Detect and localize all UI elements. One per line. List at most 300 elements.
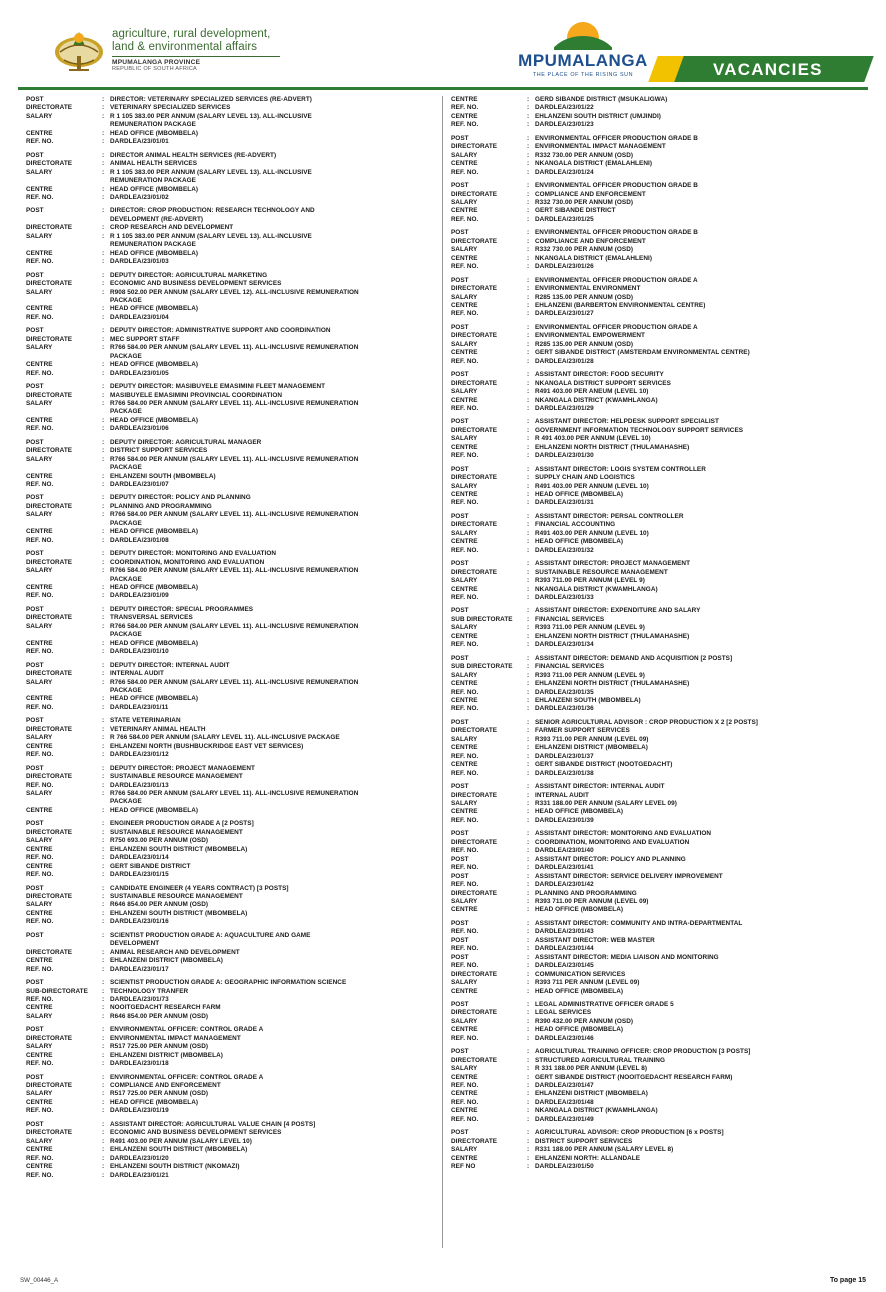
- vacancy-field-value: R766 584.00 PER ANNUM (SALARY LEVEL 11). ALL-INCLUSIVE REMUNERATION: [110, 344, 359, 352]
- vacancy-field-row: [451, 229, 860, 237]
- vacancy-field-label: CENTRE: [26, 472, 53, 480]
- vacancy-field-colon: :: [102, 129, 105, 137]
- vacancy-field-value: SUSTAINABLE RESOURCE MANAGEMENT: [110, 773, 243, 781]
- vacancy-field-colon: :: [527, 799, 530, 807]
- vacancy-field-label: REF. NO.: [451, 404, 479, 412]
- vacancy-field-colon: :: [527, 936, 530, 944]
- vacancy-field-value: DARDLEA/23/01/32: [535, 546, 594, 554]
- vacancy-field-colon: :: [527, 881, 530, 889]
- vacancy-field-value: GERD SIBANDE DISTRICT (MSUKALIGWA): [535, 96, 668, 103]
- department-country: REPUBLIC OF SOUTH AFRICA: [112, 66, 197, 73]
- vacancy-field-colon: :: [102, 837, 105, 845]
- vacancy-field-value: EHLANZENI NORTH DISTRICT (THULAMAHASHE): [535, 632, 690, 640]
- vacancy-field-label: POST: [26, 717, 44, 725]
- department-name-block: [112, 28, 280, 72]
- vacancy-field-label: SALARY: [451, 151, 478, 159]
- vacancy-listing: [18, 96, 868, 1248]
- vacancy-field-value: DARDLEA/23/01/15: [110, 871, 169, 879]
- vacancy-field-row: [26, 726, 434, 734]
- vacancy-field-label: POST: [26, 550, 44, 558]
- vacancy-field-value: REMUNERATION PACKAGE: [110, 241, 196, 249]
- vacancy-field-label: REF. NO.: [451, 752, 479, 760]
- vacancy-field-label: [26, 464, 102, 472]
- vacancy-field-colon: :: [102, 854, 105, 862]
- vacancy-field-value: DARDLEA/23/01/43: [535, 928, 594, 936]
- vacancy-field-label: SALARY: [451, 979, 478, 987]
- vacancy-field-row: [26, 314, 434, 322]
- vacancy-field-colon: :: [102, 1098, 105, 1106]
- vacancy-field-row: [26, 631, 434, 639]
- vacancy-field-colon: :: [102, 605, 105, 613]
- footer-code: SW_00446_A: [20, 1277, 59, 1284]
- vacancy-field-label: POST: [451, 607, 469, 615]
- vacancy-field-colon: :: [527, 357, 530, 365]
- vacancy-entry: [26, 494, 434, 545]
- vacancy-field-value: R393 711.00 PER ANNUM (LEVEL 9): [535, 671, 645, 679]
- vacancy-field-value: R766 584.00 PER ANNUM (SALARY LEVEL 11). ALL-INCLUSIVE REMUNERATION: [110, 399, 359, 407]
- vacancy-field-label: CENTRE: [26, 909, 53, 917]
- vacancy-field-colon: :: [102, 703, 105, 711]
- vacancy-field-label: POST: [451, 134, 469, 142]
- vacancy-field-value: ENVIRONMENTAL EMPOWERMENT: [535, 332, 646, 340]
- vacancy-field-value: FINANCIAL SERVICES: [535, 615, 605, 623]
- vacancy-field-label: REF. NO.: [26, 1171, 54, 1179]
- vacancy-field-colon: :: [102, 511, 105, 519]
- department-province: MPUMALANGA PROVINCE: [112, 58, 201, 66]
- vacancy-field-value: DARDLEA/23/01/41: [535, 864, 594, 872]
- vacancy-field-colon: :: [527, 928, 530, 936]
- vacancy-field-row: [451, 499, 860, 507]
- vacancy-field-value: SUPPLY CHAIN AND LOGISTICS: [535, 474, 635, 482]
- vacancy-field-row: [26, 829, 434, 837]
- vacancy-field-value: DARDLEA/23/01/13: [110, 781, 169, 789]
- vacancy-field-colon: :: [527, 594, 530, 602]
- vacancy-field-colon: :: [102, 1051, 105, 1059]
- vacancy-field-row: [26, 138, 434, 146]
- vacancy-field-label: POST: [26, 605, 44, 613]
- vacancy-field-colon: :: [527, 1082, 530, 1090]
- vacancy-field-colon: :: [527, 198, 530, 206]
- vacancy-field-label: [26, 177, 102, 185]
- vacancy-field-label: DIRECTORATE: [26, 1082, 73, 1090]
- vacancy-field-label: DIRECTORATE: [451, 791, 498, 799]
- vacancy-field-value: DARDLEA/23/01/44: [535, 945, 594, 953]
- vacancy-field-label: POST: [451, 229, 469, 237]
- vacancy-field-label: CENTRE: [26, 305, 53, 313]
- vacancy-field-value: R491 403.00 PER ANNUM (LEVEL 10): [535, 482, 649, 490]
- vacancy-field-value: EHLANZENI SOUTH DISTRICT (MBOMBELA): [110, 845, 248, 853]
- vacancy-field-colon: :: [527, 568, 530, 576]
- vacancy-field-row: [26, 751, 434, 759]
- vacancy-field-label: REF. NO.: [26, 781, 54, 789]
- vacancy-field-colon: :: [102, 138, 105, 146]
- vacancy-field-label: CENTRE: [26, 845, 53, 853]
- vacancy-field-row: [451, 971, 860, 979]
- vacancy-field-label: CENTRE: [451, 1154, 478, 1162]
- vacancy-entry: [451, 229, 860, 271]
- vacancy-field-label: CENTRE: [451, 96, 478, 103]
- vacancy-field-value: DARDLEA/23/01/27: [535, 310, 594, 318]
- vacancy-field-colon: :: [527, 96, 530, 103]
- vacancy-field-colon: :: [102, 931, 105, 939]
- vacancy-field-colon: :: [527, 512, 530, 520]
- vacancy-field-label: REF. NO.: [451, 499, 479, 507]
- mpumalanga-logo: [518, 20, 648, 78]
- vacancy-entry: [451, 324, 860, 366]
- vacancy-field-colon: :: [527, 323, 530, 331]
- vacancy-field-label: REF. NO.: [26, 995, 54, 1003]
- vacancy-field-colon: [102, 576, 110, 584]
- vacancy-field-value: INTERNAL AUDIT: [110, 670, 164, 678]
- vacancy-field-colon: :: [102, 288, 105, 296]
- vacancy-field-value: R332 730.00 PER ANNUM (OSD): [535, 198, 634, 206]
- vacancy-field-value: EHLANZENI NORTH DISTRICT (THULAMAHASHE): [535, 680, 690, 688]
- vacancy-field-colon: :: [102, 1129, 105, 1137]
- vacancy-field-label: POST: [26, 271, 44, 279]
- vacancy-field-row: [451, 538, 860, 546]
- vacancy-field-value: GERT SIBANDE DISTRICT: [535, 207, 616, 215]
- vacancy-field-label: SALARY: [451, 1146, 478, 1154]
- vacancy-field-colon: [102, 121, 110, 129]
- vacancy-field-value: PACKAGE: [110, 687, 142, 694]
- vacancy-field-row: [26, 782, 434, 790]
- vacancy-entry: [451, 135, 860, 177]
- vacancy-field-row: [451, 521, 860, 529]
- vacancy-field-label: REF. NO.: [26, 854, 54, 862]
- vacancy-field-row: [26, 918, 434, 926]
- vacancy-field-value: HEAD OFFICE (MBOMBELA): [110, 305, 199, 313]
- vacancy-field-colon: :: [527, 285, 530, 293]
- vacancy-field-value: R766 584.00 PER ANNUM (SALARY LEVEL 11). ALL-INCLUSIVE REMUNERATION: [110, 511, 359, 519]
- vacancy-field-row: [26, 996, 434, 1004]
- vacancy-field-row: [451, 547, 860, 555]
- vacancy-field-label: POST: [451, 1048, 469, 1056]
- vacancy-field-row: [26, 361, 434, 369]
- vacancy-field-colon: :: [527, 577, 530, 585]
- vacancy-field-label: SALARY: [26, 678, 53, 686]
- vacancy-field-colon: :: [102, 845, 105, 853]
- vacancy-entry: [26, 383, 434, 434]
- vacancy-entry: [26, 820, 434, 879]
- vacancy-field-row: [451, 1107, 860, 1115]
- vacancy-field-value: SUSTAINABLE RESOURCE MANAGEMENT: [535, 568, 668, 576]
- vacancy-field-label: REF. NO.: [451, 215, 479, 223]
- vacancy-field-colon: :: [102, 695, 105, 703]
- vacancy-field-colon: :: [102, 481, 105, 489]
- vacancy-field-row: [26, 648, 434, 656]
- vacancy-field-colon: :: [527, 945, 530, 953]
- vacancy-field-label: REF. NO.: [26, 1107, 54, 1115]
- vacancy-field-colon: :: [527, 246, 530, 254]
- vacancy-field-value: DARDLEA/23/01/48: [535, 1098, 594, 1106]
- vacancy-field-label: POST: [26, 1026, 44, 1034]
- vacancy-field-label: POST: [451, 830, 469, 838]
- vacancy-field-row: [451, 358, 860, 366]
- vacancy-field-label: REF. NO.: [451, 816, 479, 824]
- vacancy-field-row: [451, 945, 860, 953]
- vacancy-field-colon: :: [102, 614, 105, 622]
- vacancy-field-value: EHLANZENI SOUTH (MBOMBELA): [535, 697, 641, 704]
- vacancy-field-value: DARDLEA/23/01/02: [110, 193, 169, 201]
- vacancy-field-label: CENTRE: [451, 207, 478, 215]
- vacancy-field-value: R491 403.00 PER ANEUM (LEVEL 10): [535, 388, 649, 396]
- vacancy-field-label: SALARY: [26, 789, 53, 797]
- vacancy-field-value: PACKAGE: [110, 798, 142, 806]
- vacancy-field-label: POST: [26, 979, 44, 987]
- vacancy-field-row: [451, 238, 860, 246]
- vacancy-field-label: DIRECTORATE: [26, 1129, 73, 1137]
- vacancy-field-value: ASSISTANT DIRECTOR: PERSAL CONTROLLER: [535, 512, 684, 520]
- vacancy-field-colon: :: [102, 995, 105, 1003]
- vacancy-field-row: [26, 1121, 434, 1129]
- vacancy-field-value: DEVELOPMENT: [110, 940, 160, 948]
- vacancy-field-label: REF. NO.: [451, 1082, 479, 1090]
- vacancy-field-row: [451, 672, 860, 680]
- vacancy-field-row: [451, 680, 860, 688]
- vacancy-entry: [26, 96, 434, 147]
- vacancy-field-colon: :: [527, 864, 530, 872]
- vacancy-field-value: DEPUTY DIRECTOR: POLICY AND PLANNING: [110, 494, 251, 502]
- vacancy-field-row: [26, 1146, 434, 1154]
- vacancy-field-label: CENTRE: [451, 808, 478, 816]
- vacancy-field-value: R750 693.00 PER ANNUM (OSD): [110, 837, 209, 845]
- vacancy-field-row: [26, 837, 434, 845]
- vacancy-field-value: EHLANZENI SOUTH (MBOMBELA): [110, 472, 216, 480]
- vacancy-field-value: ANIMAL HEALTH SERVICES: [110, 160, 198, 168]
- vacancy-field-value: EHLANZENI SOUTH DISTRICT (NKOMAZI): [110, 1163, 240, 1171]
- vacancy-field-colon: :: [527, 654, 530, 662]
- vacancy-field-label: SALARY: [451, 340, 478, 348]
- vacancy-field-label: DIRECTORATE: [451, 970, 498, 978]
- vacancy-field-colon: :: [527, 897, 530, 905]
- vacancy-field-row: [26, 1107, 434, 1115]
- vacancy-field-row: [26, 194, 434, 202]
- vacancy-field-row: [26, 1129, 434, 1137]
- vacancy-field-value: ASSISTANT DIRECTOR: WEB MASTER: [535, 936, 655, 944]
- vacancy-field-value: R285 135.00 PER ANNUM (OSD): [535, 293, 634, 301]
- vacancy-field-value: ASSISTANT DIRECTOR: DEMAND AND ACQUISITION [2 POSTS]: [535, 654, 733, 662]
- vacancy-field-row: [451, 569, 860, 577]
- vacancy-field-row: [451, 474, 860, 482]
- vacancy-field-value: R766 584.00 PER ANNUM (SALARY LEVEL 11). ALL-INCLUSIVE REMUNERATION: [110, 622, 359, 630]
- vacancy-field-row: [451, 1146, 860, 1154]
- vacancy-field-row: [451, 641, 860, 649]
- vacancy-field-colon: :: [527, 906, 530, 914]
- vacancy-field-row: [26, 614, 434, 622]
- vacancy-field-label: REF. NO.: [451, 104, 479, 112]
- vacancy-entry: [451, 96, 860, 130]
- vacancy-field-row: [26, 1090, 434, 1098]
- vacancy-field-row: [451, 962, 860, 970]
- vacancy-field-colon: :: [527, 697, 530, 704]
- vacancy-field-value: DARDLEA/23/01/50: [535, 1163, 594, 1171]
- vacancy-field-colon: :: [527, 1073, 530, 1081]
- vacancy-field-colon: :: [527, 1017, 530, 1025]
- vacancy-entry: [451, 277, 860, 319]
- vacancy-field-label: REF. NO.: [451, 121, 479, 129]
- vacancy-field-colon: :: [102, 438, 105, 446]
- vacancy-field-label: CENTRE: [451, 396, 478, 404]
- vacancy-field-label: DIRECTORATE: [26, 1034, 73, 1042]
- vacancy-field-colon: [102, 520, 110, 528]
- vacancy-field-colon: :: [527, 112, 530, 120]
- vacancy-field-label: POST: [451, 276, 469, 284]
- vacancy-field-value: ANIMAL RESEARCH AND DEVELOPMENT: [110, 948, 240, 956]
- vacancy-field-label: POST: [451, 323, 469, 331]
- banner-label: VACANCIES: [713, 60, 823, 79]
- vacancy-field-value: VETERINARY ANIMAL HEALTH: [110, 725, 206, 733]
- vacancy-field-value: R332 730.00 PER ANNUM (OSD): [535, 246, 634, 254]
- vacancy-field-colon: :: [102, 1154, 105, 1162]
- vacancy-field-colon: :: [102, 224, 105, 232]
- vacancy-field-value: DARDLEA/23/01/33: [535, 594, 594, 602]
- vacancy-field-row: [26, 456, 434, 464]
- vacancy-field-value: REMUNERATION PACKAGE: [110, 121, 196, 129]
- vacancy-field-label: REF. NO.: [26, 703, 54, 711]
- vacancy-field-label: SALARY: [26, 1043, 53, 1051]
- vacancy-field-label: CENTRE: [26, 1146, 53, 1154]
- vacancy-field-label: DIRECTORATE: [451, 332, 498, 340]
- vacancy-field-label: SALARY: [451, 897, 478, 905]
- vacancy-field-colon: :: [102, 1043, 105, 1051]
- vacancy-field-colon: :: [102, 550, 105, 558]
- vacancy-field-label: REF. NO.: [451, 546, 479, 554]
- vacancy-field-label: REF. NO.: [451, 1115, 479, 1123]
- vacancy-field-label: [26, 576, 102, 584]
- vacancy-field-label: CENTRE: [26, 639, 53, 647]
- vacancy-field-label: POST: [451, 1129, 469, 1137]
- vacancy-field-colon: :: [527, 680, 530, 688]
- vacancy-field-row: [451, 864, 860, 872]
- vacancy-field-label: REF. NO.: [26, 751, 54, 759]
- vacancy-field-colon: :: [102, 661, 105, 669]
- vacancy-field-label: POST: [451, 855, 469, 863]
- vacancy-field-row: [26, 473, 434, 481]
- vacancy-field-colon: :: [527, 1026, 530, 1034]
- vacancy-entry: [26, 932, 434, 974]
- vacancy-field-value: EHLANZENI NORTH (BUSHBUCKRIDGE EAST VET SERVICES): [110, 742, 304, 750]
- vacancy-field-row: [26, 1035, 434, 1043]
- vacancy-field-value: DARDLEA/23/01/06: [110, 425, 169, 433]
- vacancy-field-label: DIRECTORATE: [451, 568, 498, 576]
- vacancy-field-value: DEPUTY DIRECTOR: AGRICULTURAL MANAGER: [110, 438, 262, 446]
- vacancy-field-row: [451, 1001, 860, 1009]
- vacancy-field-row: [451, 96, 860, 104]
- vacancy-field-label: CENTRE: [26, 361, 53, 369]
- vacancy-field-label: CENTRE: [451, 1026, 478, 1034]
- vacancy-field-row: [451, 633, 860, 641]
- vacancy-field-row: [451, 263, 860, 271]
- vacancy-field-row: [451, 332, 860, 340]
- vacancy-field-row: [26, 96, 434, 104]
- vacancy-field-value: DARDLEA/23/01/26: [535, 263, 594, 271]
- vacancy-field-row: [451, 1026, 860, 1034]
- vacancy-field-value: ENVIRONMENTAL ENVIRONMENT: [535, 285, 641, 293]
- vacancy-field-label: REF. NO.: [26, 481, 54, 489]
- vacancy-field-row: [451, 169, 860, 177]
- vacancy-field-label: POST: [451, 512, 469, 520]
- vacancy-field-label: DIRECTORATE: [451, 1137, 498, 1145]
- vacancy-field-label: [26, 297, 102, 305]
- vacancy-entry: [26, 1121, 434, 1180]
- vacancy-field-colon: :: [102, 892, 105, 900]
- vacancy-field-colon: :: [102, 1082, 105, 1090]
- vacancy-field-row: [26, 1026, 434, 1034]
- vacancy-field-label: SALARY: [26, 399, 53, 407]
- vacancy-field-row: [26, 130, 434, 138]
- vacancy-field-row: [26, 798, 434, 806]
- vacancy-field-value: DARDLEA/23/01/37: [535, 752, 594, 760]
- vacancy-field-label: POST: [451, 872, 469, 880]
- vacancy-field-colon: :: [527, 783, 530, 791]
- vacancy-field-row: [451, 607, 860, 615]
- vacancy-field-value: R 1 105 383.00 PER ANNUM (SALARY LEVEL 13). ALL-INCLUSIVE: [110, 168, 312, 176]
- vacancy-field-label: DIRECTORATE: [451, 143, 498, 151]
- vacancy-field-value: SCIENTIST PRODUCTION GRADE A: GEOGRAPHIC INFORMATION SCIENCE: [110, 979, 347, 987]
- vacancy-field-row: [26, 207, 434, 215]
- vacancy-field-row: [451, 770, 860, 778]
- vacancy-field-label: POST: [26, 820, 44, 828]
- vacancy-field-colon: :: [527, 1034, 530, 1042]
- vacancy-field-row: [26, 169, 434, 177]
- vacancy-field-value: HEAD OFFICE (MBOMBELA): [110, 528, 199, 536]
- vacancy-field-value: NKANGALA DISTRICT (KWAMHLANGA): [535, 585, 658, 593]
- vacancy-field-colon: :: [102, 567, 105, 575]
- vacancy-field-colon: [102, 353, 110, 361]
- vacancy-field-row: [451, 530, 860, 538]
- vacancy-field-colon: :: [102, 871, 105, 879]
- vacancy-field-row: [451, 452, 860, 460]
- vacancy-field-row: [26, 807, 434, 815]
- vacancy-field-colon: :: [527, 1137, 530, 1145]
- vacancy-field-row: [451, 830, 860, 838]
- vacancy-field-value: HEAD OFFICE (MBOMBELA): [535, 906, 624, 914]
- vacancy-field-colon: :: [102, 1012, 105, 1020]
- vacancy-field-value: R285 135.00 PER ANNUM (OSD): [535, 340, 634, 348]
- vacancy-field-colon: :: [527, 1090, 530, 1098]
- department-line-1: agriculture, rural development,: [112, 28, 271, 40]
- vacancy-field-row: [451, 808, 860, 816]
- vacancy-field-label: SUB DIRECTORATE: [451, 663, 513, 671]
- vacancy-field-row: [451, 881, 860, 889]
- vacancy-field-row: [26, 233, 434, 241]
- vacancy-field-value: HEAD OFFICE (MBOMBELA): [110, 416, 199, 424]
- vacancy-field-value: DARDLEA/23/01/21: [110, 1171, 169, 1179]
- vacancy-field-label: DIRECTORATE: [26, 224, 73, 232]
- vacancy-field-label: DIRECTORATE: [451, 838, 498, 846]
- vacancy-field-row: [26, 846, 434, 854]
- vacancy-field-row: [451, 152, 860, 160]
- vacancy-entry: [26, 606, 434, 657]
- vacancy-field-colon: :: [102, 773, 105, 781]
- vacancy-entry: [26, 1026, 434, 1068]
- vacancy-field-colon: :: [102, 909, 105, 917]
- vacancy-field-label: REF. NO.: [451, 168, 479, 176]
- vacancy-field-colon: :: [102, 1146, 105, 1154]
- vacancy-field-row: [26, 820, 434, 828]
- vacancy-field-value: NKANGALA DISTRICT (EMALAHLENI): [535, 160, 652, 168]
- vacancy-field-colon: :: [102, 425, 105, 433]
- vacancy-field-row: [26, 537, 434, 545]
- vacancy-field-value: EHLANZENI NORTH: ALLANDALE: [535, 1154, 641, 1162]
- vacancy-field-value: GERT SIBANDE DISTRICT (NOOTGEDACHT): [535, 761, 673, 769]
- vacancy-field-colon: :: [102, 383, 105, 391]
- vacancy-field-value: DARDLEA/23/01/09: [110, 592, 169, 600]
- vacancy-field-colon: :: [527, 838, 530, 846]
- vacancy-field-label: REF. NO.: [26, 648, 54, 656]
- vacancy-field-colon: :: [102, 472, 105, 480]
- vacancy-field-row: [451, 160, 860, 168]
